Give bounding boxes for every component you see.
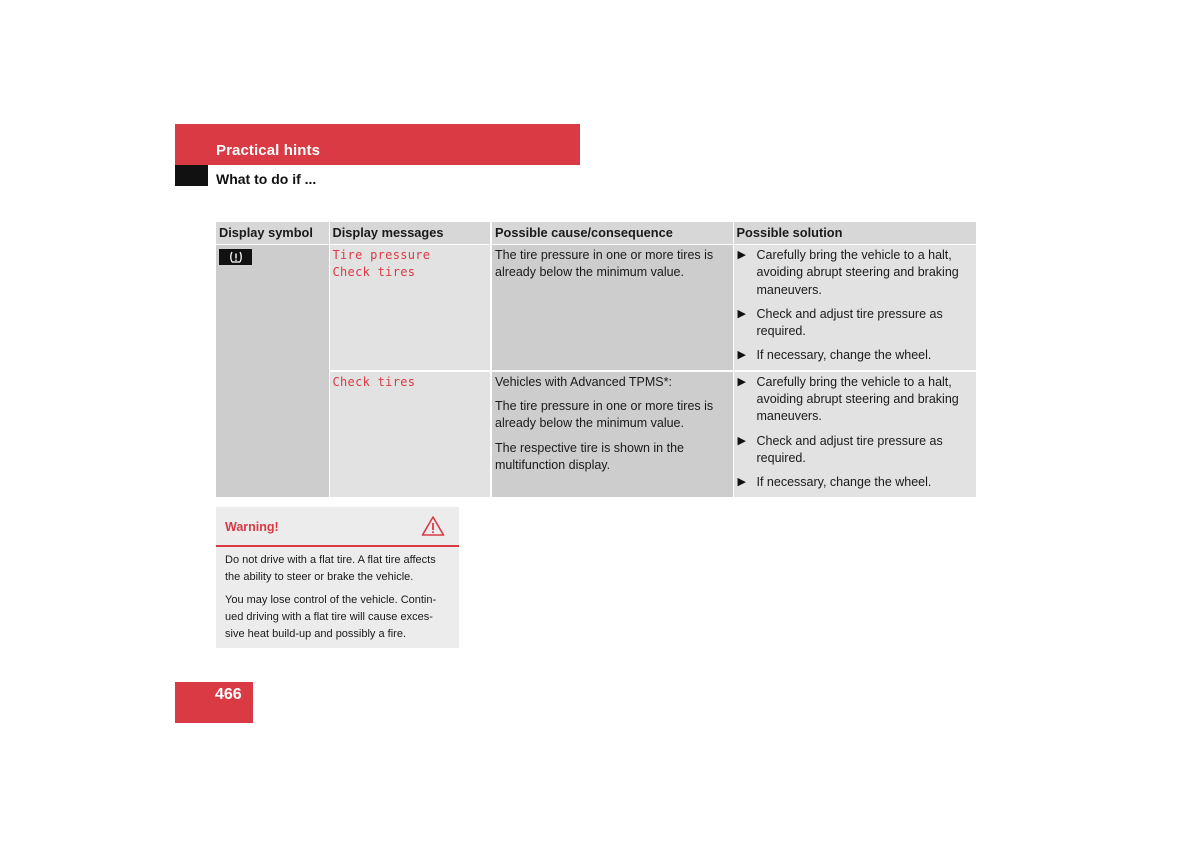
- subsection-title: What to do if ...: [216, 171, 317, 187]
- column-header-cause: Possible cause/consequence: [491, 222, 733, 245]
- subsection-marker: [175, 165, 208, 186]
- solution-list: [737, 247, 974, 365]
- bullet-arrow-icon: ▶: [737, 375, 746, 388]
- diagnostic-table: [216, 222, 976, 497]
- display-message: Check tires: [332, 374, 416, 389]
- warning-box: [216, 507, 459, 648]
- display-message: Tire pressure: [332, 248, 431, 262]
- cause-cell: [491, 371, 733, 497]
- display-message: Check tires: [332, 265, 416, 280]
- bullet-arrow-icon: ▶: [737, 434, 746, 447]
- bullet-arrow-icon: ▶: [737, 476, 746, 489]
- solution-cell: [733, 245, 976, 371]
- solution-item: [737, 306, 974, 341]
- table-row: [216, 371, 976, 497]
- page-number: 466: [215, 686, 242, 703]
- solution-text: Carefully bring the vehicle to a halt, avoiding abrupt steering and braking maneuvers.: [756, 248, 959, 297]
- cause-text: The tire pressure in one or more tires is already below the minimum value.: [495, 248, 714, 280]
- tire-pressure-warning-icon: [219, 249, 252, 265]
- bullet-arrow-icon: ▶: [737, 349, 746, 362]
- solution-text: If necessary, change the wheel.: [756, 475, 932, 490]
- warning-header: [216, 507, 459, 547]
- solution-text: If necessary, change the wheel.: [756, 348, 932, 363]
- column-header-solution: Possible solution: [733, 222, 976, 245]
- column-header-symbol: Display symbol: [216, 222, 329, 245]
- bullet-arrow-icon: ▶: [737, 249, 746, 261]
- cause-cell: [491, 245, 733, 371]
- warning-paragraph: You may lose control of the vehicle. Contin-ued driving with a flat tire will cause exces-sive heat build-up and possibly a fire.: [225, 594, 437, 640]
- solution-text: Check and adjust tire pressure as required.: [756, 306, 943, 339]
- solution-item: [737, 474, 974, 491]
- solution-item: [737, 347, 974, 364]
- warning-title: Warning!: [225, 520, 279, 534]
- solution-text: Carefully bring the vehicle to a halt, avoiding abrupt steering and braking maneuvers.: [756, 374, 959, 424]
- symbol-cell: [216, 245, 329, 497]
- messages-cell: [329, 245, 491, 371]
- warning-triangle-icon: [421, 515, 445, 542]
- cause-text: Vehicles with Advanced TPMS*:: [495, 374, 672, 389]
- cause-text: The tire pressure in one or more tires is already below the minimum value.: [495, 399, 714, 431]
- solution-item: [737, 374, 974, 426]
- cause-text: The respective tire is shown in the multifunction display.: [495, 440, 684, 472]
- bullet-arrow-icon: ▶: [737, 307, 746, 320]
- warning-body: [216, 547, 459, 643]
- solution-list: [737, 374, 974, 492]
- solution-item: [737, 433, 974, 468]
- column-header-messages: Display messages: [329, 222, 491, 245]
- messages-cell: [329, 371, 491, 497]
- table-row: [216, 245, 976, 371]
- section-title: Practical hints: [216, 142, 321, 159]
- solution-cell: [733, 371, 976, 497]
- warning-paragraph: Do not drive with a flat tire. A flat tire affects the ability to steer or brake the vehicle.: [225, 554, 436, 583]
- table-header-row: [216, 222, 976, 245]
- solution-text: Check and adjust tire pressure as required.: [756, 433, 943, 465]
- solution-item: [737, 247, 974, 299]
